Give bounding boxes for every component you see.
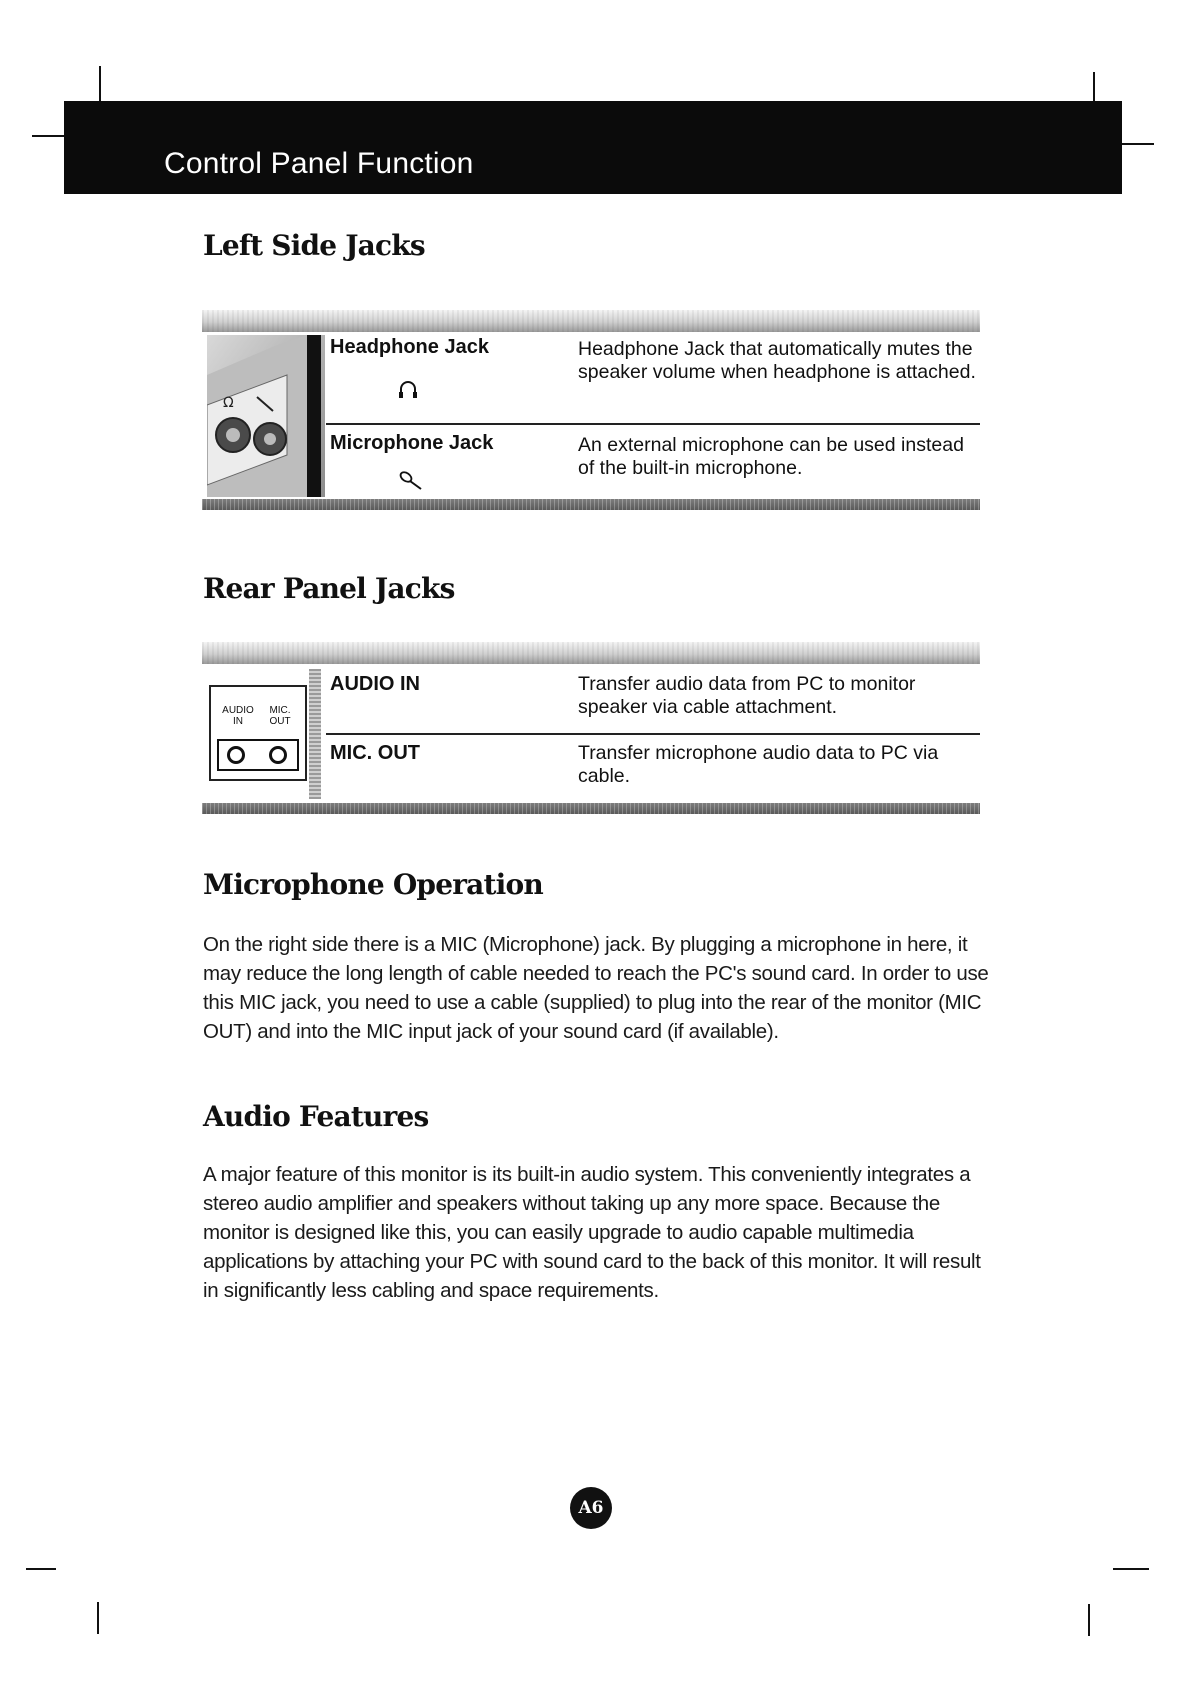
table-top-band <box>202 310 980 332</box>
headphone-icon <box>397 378 419 405</box>
table-row <box>326 334 980 424</box>
crop-mark <box>1093 72 1095 102</box>
section-title-left-side-jacks: Left Side Jacks <box>203 229 425 262</box>
crop-mark <box>1120 143 1154 145</box>
page-title: Control Panel Function <box>164 147 474 180</box>
panel-label-line: MIC. <box>269 705 291 716</box>
crop-mark <box>99 66 101 102</box>
header-bar <box>64 101 1122 194</box>
row-divider <box>326 733 980 735</box>
crop-mark <box>1088 1604 1090 1636</box>
table-row <box>326 430 980 500</box>
table-row <box>326 669 980 735</box>
panel-label-line: IN <box>233 716 243 727</box>
panel-label-line: AUDIO <box>222 705 254 716</box>
left-side-jacks-photo <box>207 335 325 497</box>
row-label: AUDIO IN <box>330 673 420 695</box>
panel-edge <box>309 669 321 799</box>
rear-panel-jacks-table <box>326 669 980 801</box>
mic-out-jack-icon <box>269 746 287 764</box>
row-label: Microphone Jack <box>330 432 494 454</box>
left-side-jacks-table <box>326 334 980 499</box>
row-description: Transfer audio data from PC to monitor speaker via cable attachment. <box>578 673 916 718</box>
crop-mark <box>32 135 66 137</box>
audio-in-panel-label <box>219 705 257 727</box>
audio-features-paragraph: A major feature of this monitor is its built-in audio system. This conveniently integrates a stereo audio amplifier and speakers without taking up any more space. Because the monitor is designed like this, you can easily upgrade to audio capable multimedia applications by attaching your PC with sound card to the back of this monitor. It will result in significantly less cabling and space requirements. <box>203 1163 981 1302</box>
microphone-operation-paragraph: On the right side there is a MIC (Microphone) jack. By plugging a microphone in here, it may reduce the long length of cable needed to reach the PC's sound card. In order to use this MIC jack, you need to use a cable (supplied) to plug into the rear of the monitor (MIC OUT) and into the MIC input jack of your sound card (if available). <box>203 933 989 1043</box>
row-description: An external microphone can be used instead of the built-in microphone. <box>578 434 964 479</box>
panel-label-line: OUT <box>269 716 291 727</box>
crop-mark <box>26 1568 56 1570</box>
crop-mark <box>1113 1568 1149 1570</box>
row-description: Headphone Jack that automatically mutes the speaker volume when headphone is attached. <box>578 338 976 383</box>
microphone-icon <box>398 470 424 497</box>
rear-panel-jacks-illustration <box>205 669 323 799</box>
table-top-band <box>202 642 980 664</box>
table-row <box>326 739 980 801</box>
section-title-audio-features: Audio Features <box>203 1100 429 1133</box>
table-bottom-band <box>202 499 980 510</box>
table-bottom-band <box>202 803 980 814</box>
mic-out-panel-label <box>261 705 299 727</box>
row-divider <box>326 423 980 425</box>
section-title-microphone-operation: Microphone Operation <box>203 868 543 901</box>
row-label: Headphone Jack <box>330 336 489 358</box>
row-description: Transfer microphone audio data to PC via cable. <box>578 742 939 787</box>
crop-mark <box>97 1602 99 1634</box>
audio-in-jack-icon <box>227 746 245 764</box>
page-number-badge: A6 <box>570 1487 612 1529</box>
svg-text:Ω: Ω <box>223 395 234 411</box>
section-title-rear-panel-jacks: Rear Panel Jacks <box>203 572 455 605</box>
row-label: MIC. OUT <box>330 742 420 764</box>
